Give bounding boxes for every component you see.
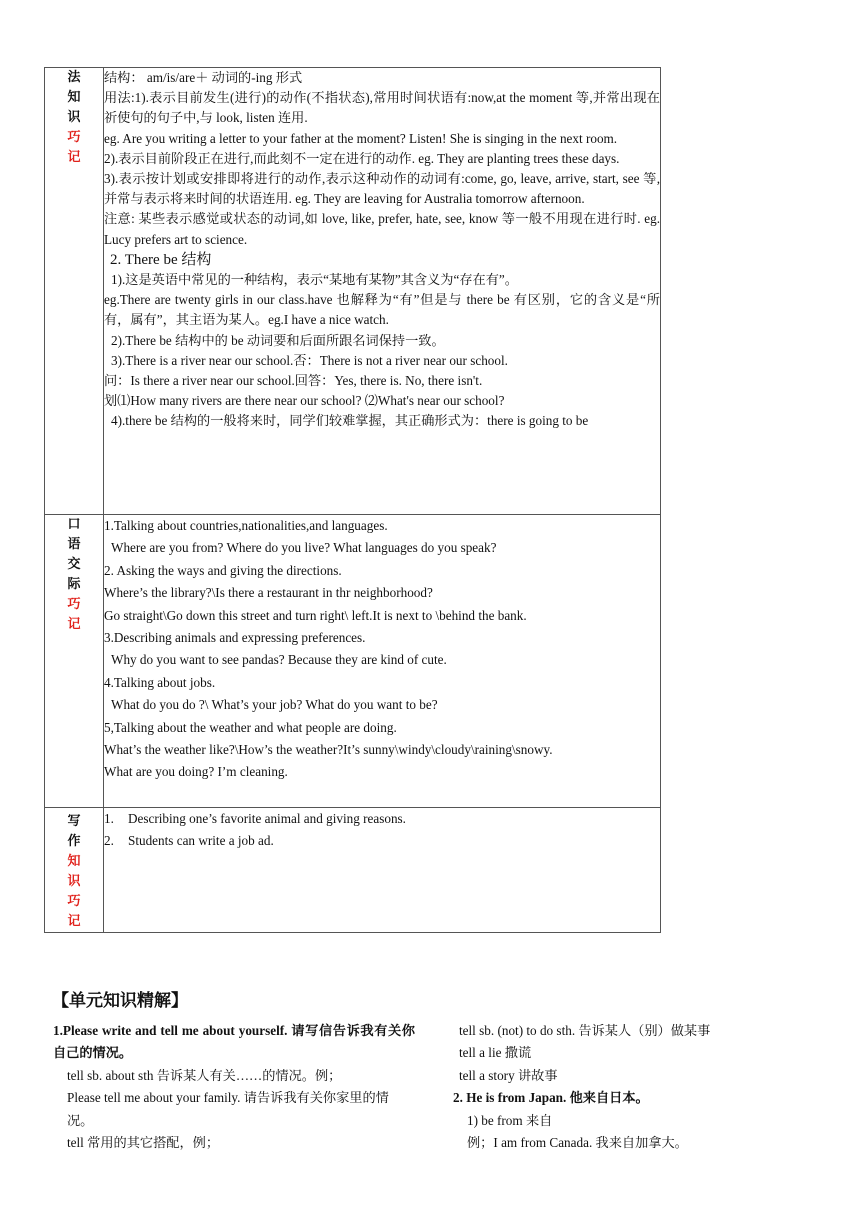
writing-item	[104, 808, 660, 830]
side-char: 记	[67, 150, 81, 165]
oral-line: Go straight\Go down this street and turn right\ left.It is next to \behind the bank.	[104, 607, 527, 623]
writing-item	[104, 830, 660, 852]
grammar-line: 4).there be 结构的一般将来时，同学们较难掌握，其正确形式为：there is going to be	[111, 413, 589, 429]
grammar-row	[45, 68, 661, 515]
grammar-line: 1).这是英语中常见的一种结构，表示“某地有某物”其含义为“存在有”。	[111, 272, 518, 288]
side-char: 巧	[67, 597, 81, 612]
oral-line: What’s the weather like?\How’s the weather?It’s sunny\windy\cloudy\raining\snowy.	[104, 742, 553, 758]
side-char: 口	[67, 517, 81, 532]
point-line: tell sb. (not) to do sth. 告诉某人（别）做某事	[459, 1023, 711, 1038]
oral-content	[104, 515, 661, 808]
side-char: 巧	[67, 130, 81, 145]
side-char: 法	[67, 70, 81, 85]
side-char: 记	[67, 914, 81, 929]
oral-line: Where’s the library?\Is there a restaurant in thr neighborhood?	[104, 585, 433, 601]
side-char: 识	[67, 874, 81, 889]
side-char: 作	[67, 834, 81, 849]
grammar-line: 2. There be 结构	[110, 251, 212, 268]
grammar-line: 3).表示按计划或安排即将进行的动作,表示这种动作的动词有:come, go, leave, arrive, start, see 等,并常与表示将来时间的状语连用. eg. They are leaving for Australia tomorrow afternoon.	[104, 171, 660, 207]
side-char: 识	[67, 110, 81, 125]
oral-row	[45, 515, 661, 808]
side-char: 记	[67, 617, 81, 632]
oral-line: 3.Describing animals and expressing preferences.	[104, 630, 366, 646]
item-text: Students can write a job ad.	[128, 833, 274, 849]
oral-side-label	[45, 515, 104, 808]
oral-line: What are you doing? I’m cleaning.	[104, 764, 288, 780]
oral-line: 5,Talking about the weather and what people are doing.	[104, 719, 397, 735]
point-heading: 2. He is from Japan. 他来自日本。	[453, 1090, 649, 1106]
point-line: tell a story 讲故事	[459, 1067, 558, 1083]
grammar-side-label	[45, 68, 104, 515]
side-char: 巧	[67, 894, 81, 909]
item-number: 1.	[104, 811, 114, 826]
oral-line: 2. Asking the ways and giving the directions.	[104, 562, 342, 578]
point-line: tell a lie 撒谎	[459, 1045, 532, 1061]
oral-line: Why do you want to see pandas? Because they are kind of cute.	[111, 652, 447, 668]
right-column	[453, 1020, 813, 1154]
grammar-line: 用法:1).表示目前发生(进行)的动作(不指状态),常用时间状语有:now,at the moment 等,并常出现在祈使句的句子中,与 look, listen 连用.	[104, 90, 660, 126]
point-line: 例；I am from Canada. 我来自加拿大。	[467, 1135, 688, 1151]
writing-content	[104, 808, 661, 933]
writing-side-label	[45, 808, 104, 933]
side-char: 写	[67, 814, 81, 829]
section-title: 【单元知识精解】	[52, 991, 188, 1011]
left-column	[53, 1020, 415, 1154]
grammar-line: 2).There be 结构中的 be 动词要和后面所跟名词保持一致。	[111, 332, 445, 348]
point-heading: 1.Please write and tell me about yourself. 请写信告诉我有关你自己的情况。	[53, 1023, 415, 1061]
grammar-line: 3).There is a river near our school.否：There is not a river near our school.	[111, 352, 508, 368]
knowledge-table	[44, 67, 661, 933]
point-line: tell sb. about sth 告诉某人有关……的情况。例；	[67, 1067, 342, 1083]
oral-line: Where are you from? Where do you live? What languages do you speak?	[111, 540, 497, 556]
side-char: 知	[67, 90, 81, 105]
item-number: 2.	[104, 833, 114, 849]
side-char: 知	[67, 854, 81, 869]
grammar-line: 注意: 某些表示感觉或状态的动词,如 love, like, prefer, hate, see, know 等一般不用现在进行时. eg. Lucy prefers art to science.	[104, 211, 660, 247]
oral-line: 1.Talking about countries,nationalities,and languages.	[104, 518, 388, 533]
grammar-line: eg. Are you writing a letter to your father at the moment? Listen! She is singing in the next room.	[104, 130, 618, 146]
item-text: Describing one’s favorite animal and giving reasons.	[128, 811, 406, 826]
grammar-line: 划⑴How many rivers are there near our school? ⑵What's near our school?	[104, 393, 505, 409]
point-line: 1) be from 来自	[467, 1112, 553, 1128]
point-line: tell 常用的其它搭配，例；	[67, 1135, 220, 1151]
grammar-line: eg.There are twenty girls in our class.have 也解释为“有”但是与 there be 有区别，它的含义是“所有，属有”，其主语为某人。eg.I have a nice watch.	[104, 292, 660, 328]
grammar-line: 结构： am/is/are＋ 动词的-ing 形式	[104, 70, 303, 85]
side-char: 际	[67, 577, 81, 592]
point-line: Please tell me about your family. 请告诉我有关你家里的情况。	[67, 1090, 389, 1128]
grammar-line: 2).表示目前阶段正在进行,而此刻不一定在进行的动作. eg. They are planting trees these days.	[104, 150, 620, 166]
grammar-line: 问：Is there a river near our school.回答：Yes, there is. No, there isn't.	[104, 373, 483, 389]
writing-row	[45, 808, 661, 933]
oral-line: 4.Talking about jobs.	[104, 674, 216, 690]
side-char: 语	[67, 537, 81, 552]
grammar-content	[104, 68, 661, 515]
oral-line: What do you do ?\ What’s your job? What do you want to be?	[111, 697, 438, 713]
side-char: 交	[67, 557, 81, 572]
